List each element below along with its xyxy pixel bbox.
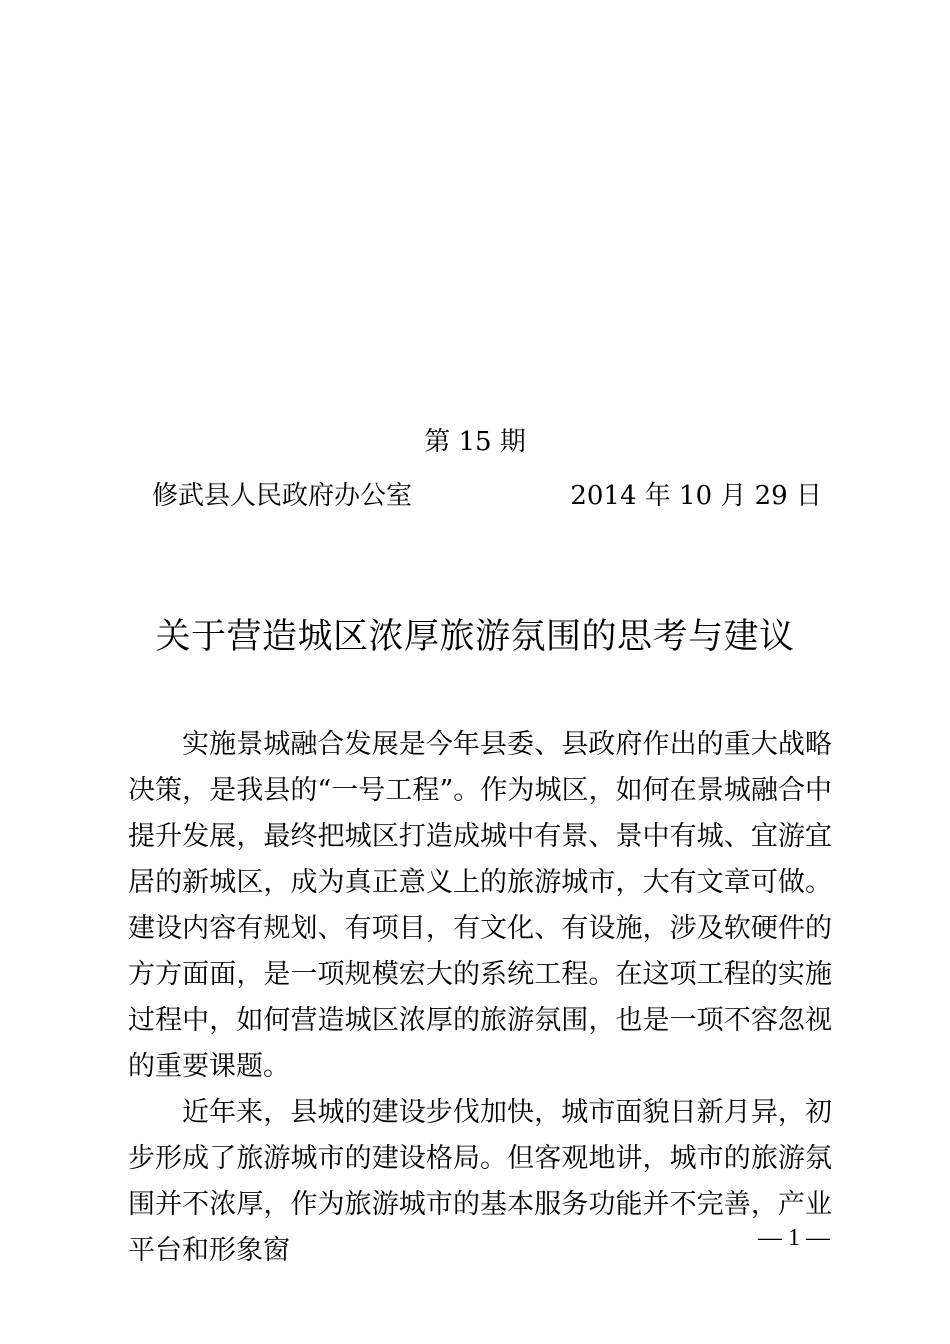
header-meta-row [0, 478, 950, 514]
issue-number: 第 15 期 [424, 427, 526, 457]
document-body [128, 722, 832, 1274]
issuing-office: 修武县人民政府办公室 [152, 481, 413, 511]
body-paragraph: 近年来，县城的建设步伐加快，城市面貌日新月异，初步形成了旅游城市的建设格局。但客观地讲，城市的旅游氛围并不浓厚，作为旅游城市的基本服务功能并不完善，产业平台和形象窗 [128, 1097, 832, 1266]
document-title: 关于营造城区浓厚旅游氛围的思考与建议 [155, 617, 795, 657]
page-number: — 1 — [758, 1225, 830, 1251]
body-paragraph: 实施景城融合发展是今年县委、县政府作出的重大战略决策，是我县的“一号工程”。作为城区，如何在景城融合中提升发展，最终把城区打造成城中有景、景中有城、宜游宜居的新城区，成为真正意义上的旅游城市，大有文章可做。建设内容有规划、有项目，有文化、有设施，涉及软硬件的方方面面，是一项规模宏大的系统工程。在这项工程的实施过程中，如何营造城区浓厚的旅游氛围，也是一项不容忽视的重要课题。 [128, 729, 832, 1082]
issue-date: 2014 年 10 月 29 日 [570, 481, 822, 511]
